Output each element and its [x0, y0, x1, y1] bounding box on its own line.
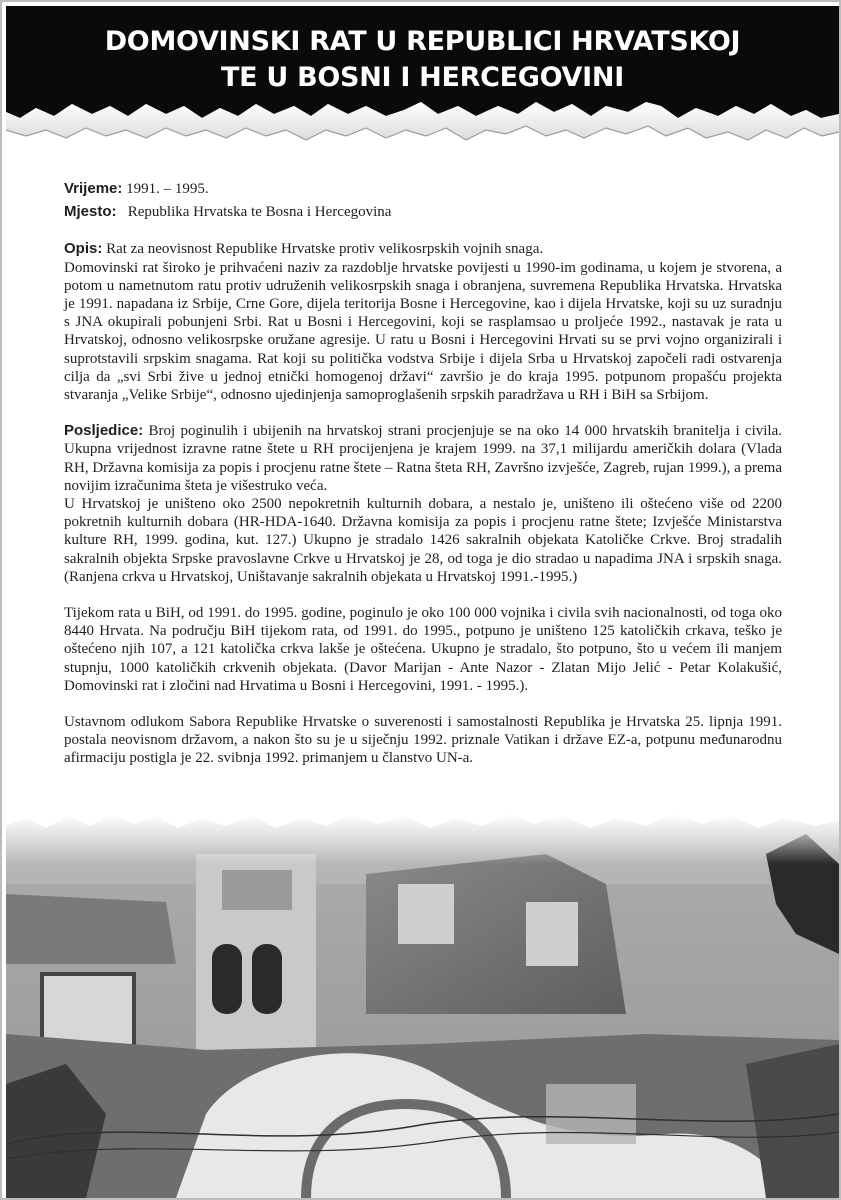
title-line-2: TE U BOSNI I HERCEGOVINI: [221, 62, 624, 93]
place-value: Republika Hrvatska te Bosna i Hercegovina: [127, 204, 392, 221]
title-line-1: DOMOVINSKI RAT U REPUBLICI HRVATSKOJ: [104, 26, 741, 57]
page-title: [6, 24, 839, 96]
ruined-church-photo: [6, 814, 839, 1198]
description-lead-text: Rat za neovisnost Republike Hrvatske protiv velikosrpskih vojnih snaga.: [106, 241, 544, 258]
consequences-paragraph: U Hrvatskoj je uništeno oko 2500 nepokretnih kulturnih dobara, a nestalo je, uništeno ili oštećeno više od 2200 pokretnih kulturnih dobara (HR-HDA-1640. Državna komisija za popis i procjenu ratne štete; Izvješće Ministarstva kulture RH, 1999. godina, kut. 127.) Ukupno je stradalo 1426 sakralnih objekata Katoličke Crkve. Broj stradalih sakralnih objekta Srpske pravoslavne Crkve u Hrvatskoj je 28, od toga je dio stradao u napadima JNA i srpskih snaga. (Ranjena crkva u Hrvatskoj, Uništavanje sakralnih objekata u Hrvatskoj 1991.-1995.): [64, 496, 782, 585]
place-label: Mjesto:: [64, 203, 117, 221]
consequences-label: Posljedice:: [64, 422, 144, 440]
description-label: Opis:: [64, 240, 103, 258]
description-lead: [64, 240, 782, 258]
place-row: [64, 203, 782, 221]
independence-paragraph: Ustavnom odlukom Sabora Republike Hrvatske o suverenosti i samostalnosti Republika je Hrvatska 25. lipnja 1991. postala neovisnom državom, a nakon što su je u siječnju 1992. priznale Vatikan i države EZ-a, potpunu međunarodnu afirmaciju postigla je 22. svibnja 1992. primanjem u članstvo UN-a.: [64, 714, 782, 767]
time-label: Vrijeme:: [64, 180, 123, 197]
consequences-lead-text: Broj poginulih i ubijenih na hrvatskoj strani procjenjuje se na oko 14 000 hrvatskih branitelja i civila. Ukupna vrijednost izravne ratne štete u RH procijenjena je krajem 1999. na 37,1 milijardu američkih dolara (Vlada RH, Državna komisija za popis i procjenu ratne štete – Ratna šteta RH, Završno izvješće, Zagreb, rujan 1999.), a prema novijim izračunima šteta je višestruko veća.: [64, 423, 782, 494]
time-value: 1991. – 1995.: [126, 181, 209, 197]
ruins-image: [6, 814, 839, 1198]
article-body: [64, 180, 782, 768]
time-row: [64, 180, 782, 198]
bih-paragraph: Tijekom rata u BiH, od 1991. do 1995. godine, poginulo je oko 100 000 vojnika i civila svih nacionalnosti, od toga oko 8440 Hrvata. Na području BiH tijekom rata, od 1991. do 1995., potpuno je uništeno 125 katoličkih crkava, teško je oštećeno njih 107, a 121 katolička crkva lakše je oštećena. Ukupno je stradalo, što potpuno, što u većem ili manjem stupnju, 1000 katoličkih crkvenih objekata. (Davor Marijan - Ante Nazor - Zlatan Mijo Jelić - Petar Kolakušić, Domovinski rat i zločini nad Hrvatima u Bosni i Hercegovini, 1991. - 1995.).: [64, 605, 782, 694]
description-paragraph: Domovinski rat široko je prihvaćeni naziv za razdoblje hrvatske povijesti u 1990-im godinama, u kojem je stvorena, a potom u nametnutom ratu protiv udruženih velikosrpskih snaga i obranjena, suvremena Republika Hrvatska. Hrvatska je 1991. napadana iz Srbije, Crne Gore, dijela teritorija Bosne i Hercegovine, kao i dijela Hrvatske, koji su uz suradnju s JNA okupirali pobunjeni Srbi. Rat u Bosni i Hercegovini, koji se rasplamsao u proljeće 1992., nastavak je rata u Hrvatskoj, odnosno velikosrpske oružane agresije. U ratu u Bosni i Hercegovini Hrvati su se prvi vojno organizirali i suprotstavili srpskim snagama. Rat koji su politička vodstva Srbije i dijela Srba u Hrvatskoj započeli radi ostvarenja cilja da „svi Srbi žive u jednoj etnički homogenoj državi“ završio je do kraja 1995. potpunom propašću projekta stvaranja „Velike Srbije“, odnosno ujedinjenja samoproglašenih srpskih paradržava u RH i BiH sa Srbijom.: [64, 259, 782, 404]
consequences-lead: [64, 422, 782, 495]
title-banner: [6, 6, 839, 146]
